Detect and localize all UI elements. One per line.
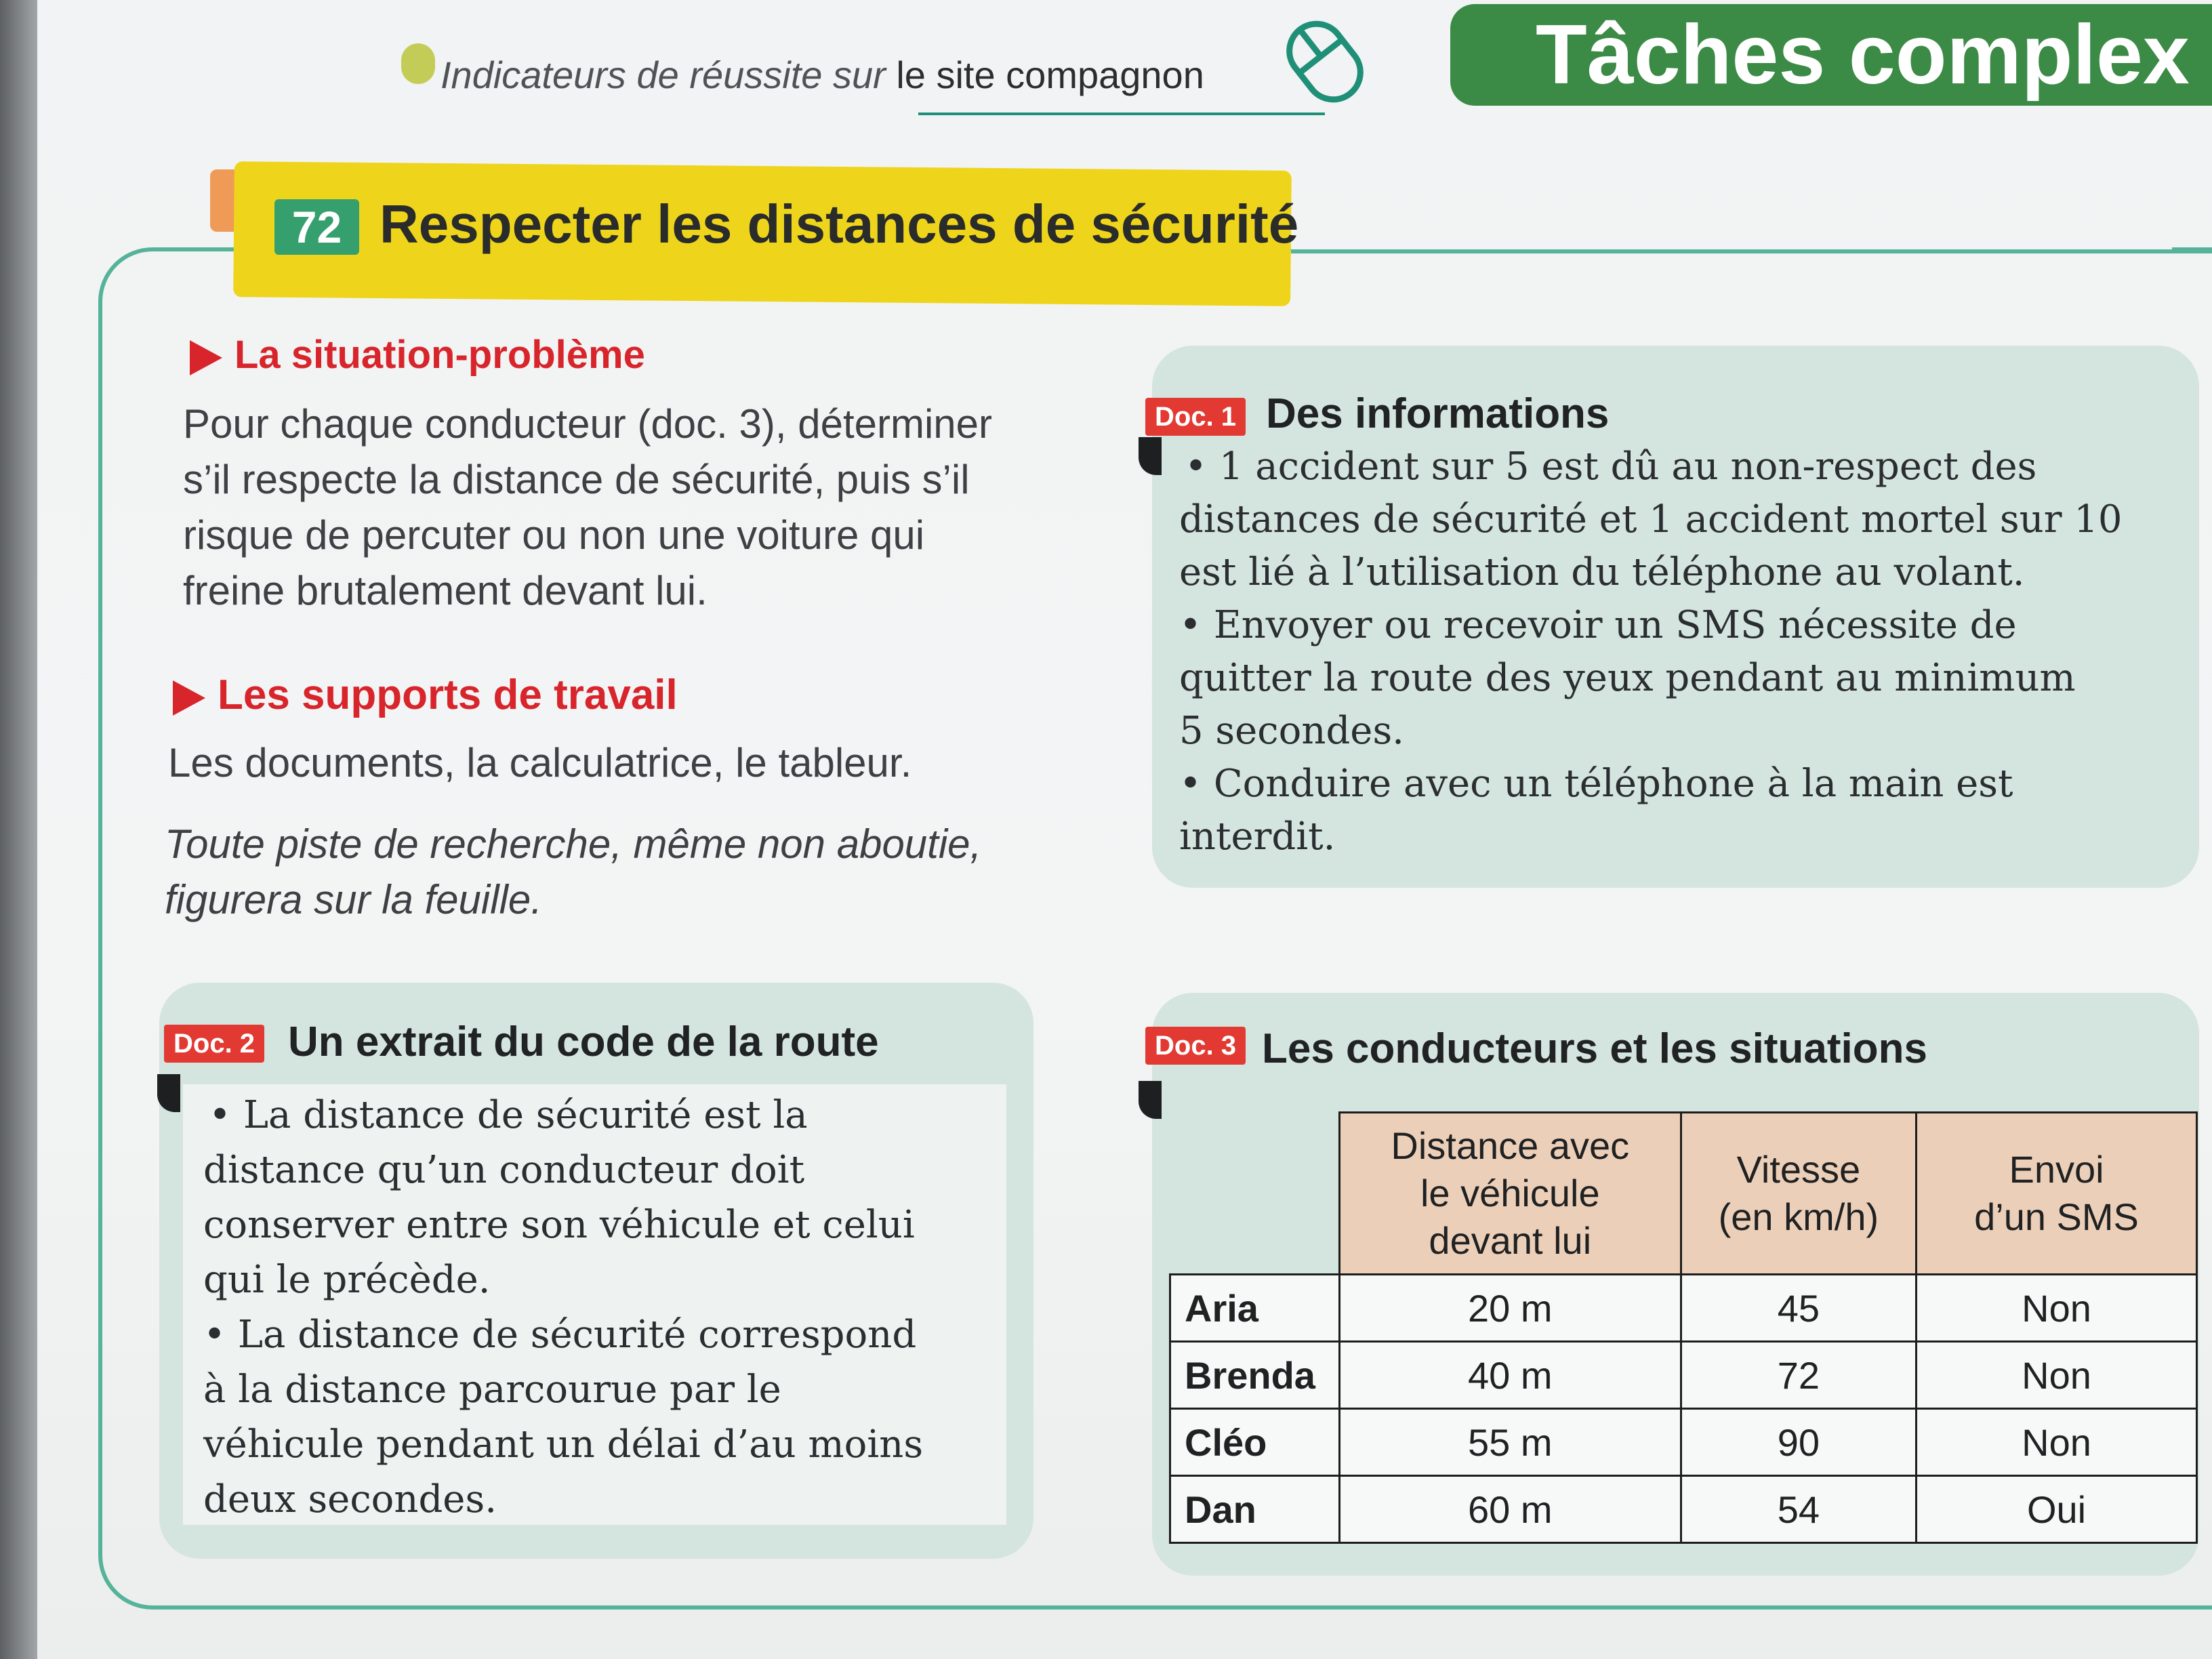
distance-cell: 20 m bbox=[1339, 1275, 1681, 1342]
doc1-badge: Doc. 1 bbox=[1145, 398, 1246, 436]
header-sms-line: Envoi bbox=[2009, 1148, 2104, 1191]
doc2-line: conserver entre son véhicule et celui bbox=[203, 1203, 915, 1247]
situation-heading bbox=[190, 332, 645, 377]
companion-site-link[interactable]: le site compagnon bbox=[896, 54, 1204, 96]
driver-name: Dan bbox=[1170, 1476, 1340, 1543]
doc1-line: distances de sécurité et 1 accident mortel sur 10 bbox=[1179, 497, 2123, 541]
doc1-line: 5 secondes. bbox=[1179, 709, 1404, 753]
table-header-row bbox=[1170, 1113, 2197, 1275]
distance-cell: 55 m bbox=[1339, 1409, 1681, 1476]
doc1-line: est lié à l’utilisation du téléphone au volant. bbox=[1179, 550, 2025, 594]
doc1-text bbox=[1179, 441, 2123, 863]
note-line: figurera sur la feuille. bbox=[165, 877, 542, 922]
speed-cell: 45 bbox=[1681, 1275, 1916, 1342]
note-line: Toute piste de recherche, même non aboutie, bbox=[165, 821, 982, 867]
situation-line: Pour chaque conducteur (doc. 3), déterminer bbox=[183, 401, 992, 447]
header-distance bbox=[1339, 1113, 1681, 1275]
situation-line: risque de percuter ou non une voiture qui bbox=[183, 512, 925, 558]
situation-line: freine brutalement devant lui. bbox=[183, 568, 708, 613]
doc2-line: • La distance de sécurité correspond bbox=[203, 1313, 917, 1357]
mouse-icon[interactable] bbox=[1274, 4, 1376, 119]
doc1-line: quitter la route des yeux pendant au minimum bbox=[1179, 656, 2076, 700]
table-row bbox=[1170, 1409, 2197, 1476]
driver-name: Brenda bbox=[1170, 1342, 1340, 1409]
situation-line: s’il respecte la distance de sécurité, puis s’il bbox=[183, 457, 970, 502]
speed-cell: 90 bbox=[1681, 1409, 1916, 1476]
doc2-line: véhicule pendant un délai d’au moins bbox=[203, 1422, 924, 1467]
driver-name: Cléo bbox=[1170, 1409, 1340, 1476]
doc2-line: distance qu’un conducteur doit bbox=[203, 1148, 805, 1192]
doc2-line: qui le précède. bbox=[203, 1258, 491, 1302]
supports-heading bbox=[173, 671, 678, 719]
speed-cell: 72 bbox=[1681, 1342, 1916, 1409]
header-speed-line: Vitesse bbox=[1736, 1148, 1861, 1191]
table-row bbox=[1170, 1476, 2197, 1543]
exercise-title: Respecter les distances de sécurité bbox=[380, 194, 1299, 254]
table-row bbox=[1170, 1275, 2197, 1342]
page-edge bbox=[0, 0, 37, 1659]
doc1-line: • Envoyer ou recevoir un SMS nécessite de bbox=[1179, 603, 2017, 647]
frame-top-line bbox=[1291, 249, 2212, 253]
sms-cell: Non bbox=[1917, 1409, 2197, 1476]
sms-cell: Non bbox=[1917, 1342, 2197, 1409]
header-distance-line: le véhicule bbox=[1420, 1172, 1600, 1214]
supports-heading-text: Les supports de travail bbox=[218, 672, 678, 718]
doc1-line: interdit. bbox=[1179, 815, 1336, 859]
doc3-badge: Doc. 3 bbox=[1145, 1027, 1246, 1065]
header-distance-line: devant lui bbox=[1429, 1219, 1592, 1262]
doc1-line: • 1 accident sur 5 est dû au non-respect des bbox=[1185, 445, 2037, 489]
supports-note bbox=[165, 817, 981, 928]
distance-cell: 40 m bbox=[1339, 1342, 1681, 1409]
situation-heading-text: La situation-problème bbox=[234, 333, 645, 377]
situation-text bbox=[183, 396, 992, 619]
doc2-line: à la distance parcourue par le bbox=[203, 1368, 781, 1412]
speed-cell: 54 bbox=[1681, 1476, 1916, 1543]
doc2-badge: Doc. 2 bbox=[164, 1025, 264, 1063]
triangle-icon bbox=[190, 340, 222, 375]
doc3-title: Les conducteurs et les situations bbox=[1262, 1025, 1927, 1072]
drivers-table bbox=[1169, 1111, 2198, 1544]
indicator-marker bbox=[401, 43, 435, 84]
sms-cell: Oui bbox=[1917, 1476, 2197, 1543]
link-underline bbox=[918, 112, 1325, 115]
header-speed-line: (en km/h) bbox=[1718, 1195, 1879, 1238]
indicator-prefix: Indicateurs de réussite sur bbox=[441, 54, 897, 96]
triangle-icon bbox=[173, 680, 205, 716]
doc1-line: • Conduire avec un téléphone à la main est bbox=[1179, 762, 2013, 806]
distance-cell: 60 m bbox=[1339, 1476, 1681, 1543]
table-row bbox=[1170, 1342, 2197, 1409]
indicator-text bbox=[441, 53, 1204, 97]
section-banner: Tâches complex bbox=[1450, 4, 2212, 106]
sms-cell: Non bbox=[1917, 1275, 2197, 1342]
exercise-number: 72 bbox=[274, 199, 359, 255]
header-distance-line: Distance avec bbox=[1391, 1124, 1630, 1167]
header-sms bbox=[1917, 1113, 2197, 1275]
doc1-title: Des informations bbox=[1266, 390, 1610, 437]
doc2-line: deux secondes. bbox=[203, 1477, 497, 1521]
header-sms-line: d’un SMS bbox=[1974, 1195, 2139, 1238]
driver-name: Aria bbox=[1170, 1275, 1340, 1342]
title-tab bbox=[210, 169, 237, 232]
supports-text: Les documents, la calculatrice, le tableur. bbox=[168, 740, 912, 785]
doc2-title: Un extrait du code de la route bbox=[288, 1019, 879, 1065]
table-corner bbox=[1170, 1113, 1340, 1275]
doc2-text bbox=[203, 1088, 923, 1527]
doc2-line: • La distance de sécurité est la bbox=[209, 1093, 808, 1137]
header-speed bbox=[1681, 1113, 1916, 1275]
